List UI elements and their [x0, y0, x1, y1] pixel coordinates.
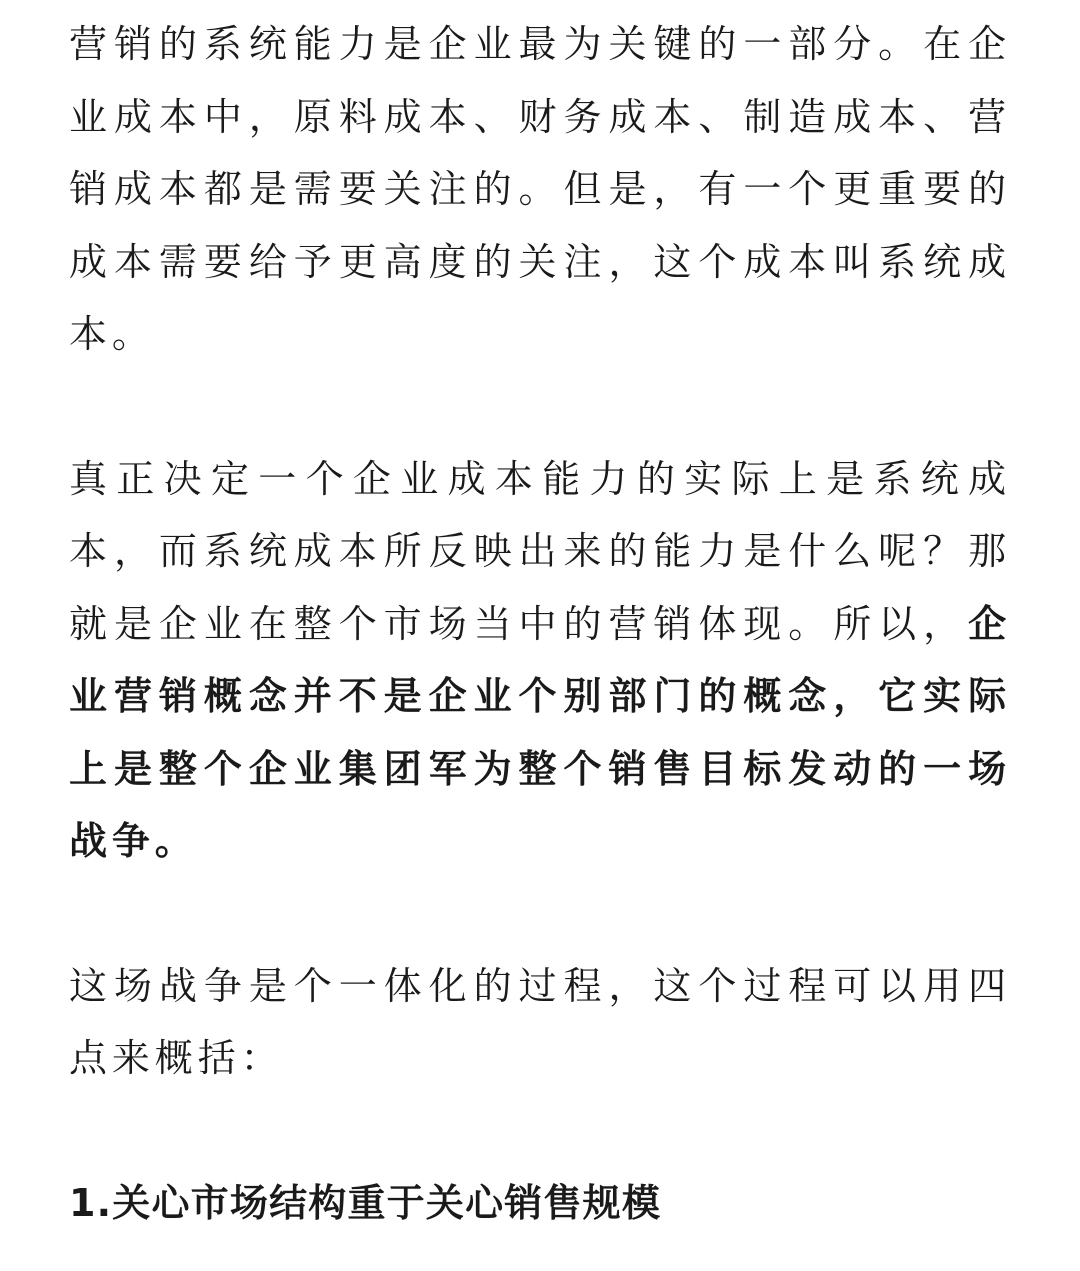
- section-heading: 1.关心市场结构重于关心销售规模: [69, 1180, 662, 1225]
- paragraph-bold-emphasis: 企业营销概念并不是企业个别部门的概念，它实际上是整个企业集团军为整个销售目标发动的一场战争。: [69, 601, 1011, 863]
- article-body: [69, 8, 1011, 1239]
- paragraph-integrated-process: 这场战争是个一体化的过程，这个过程可以用四点来概括：: [69, 963, 1011, 1080]
- paragraph-text: 真正决定一个企业成本能力的实际上是系统成本，而系统成本所反映出来的能力是什么呢？那就是企业在整个市场当中的营销体现。所以，: [69, 456, 1011, 646]
- paragraph-system-cost-intro: 营销的系统能力是企业最为关键的一部分。在企业成本中，原料成本、财务成本、制造成本、营销成本都是需要关注的。但是，有一个更重要的成本需要给予更高度的关注，这个成本叫系统成本。: [69, 22, 1011, 356]
- paragraph-system-cost-decides: [69, 443, 1011, 878]
